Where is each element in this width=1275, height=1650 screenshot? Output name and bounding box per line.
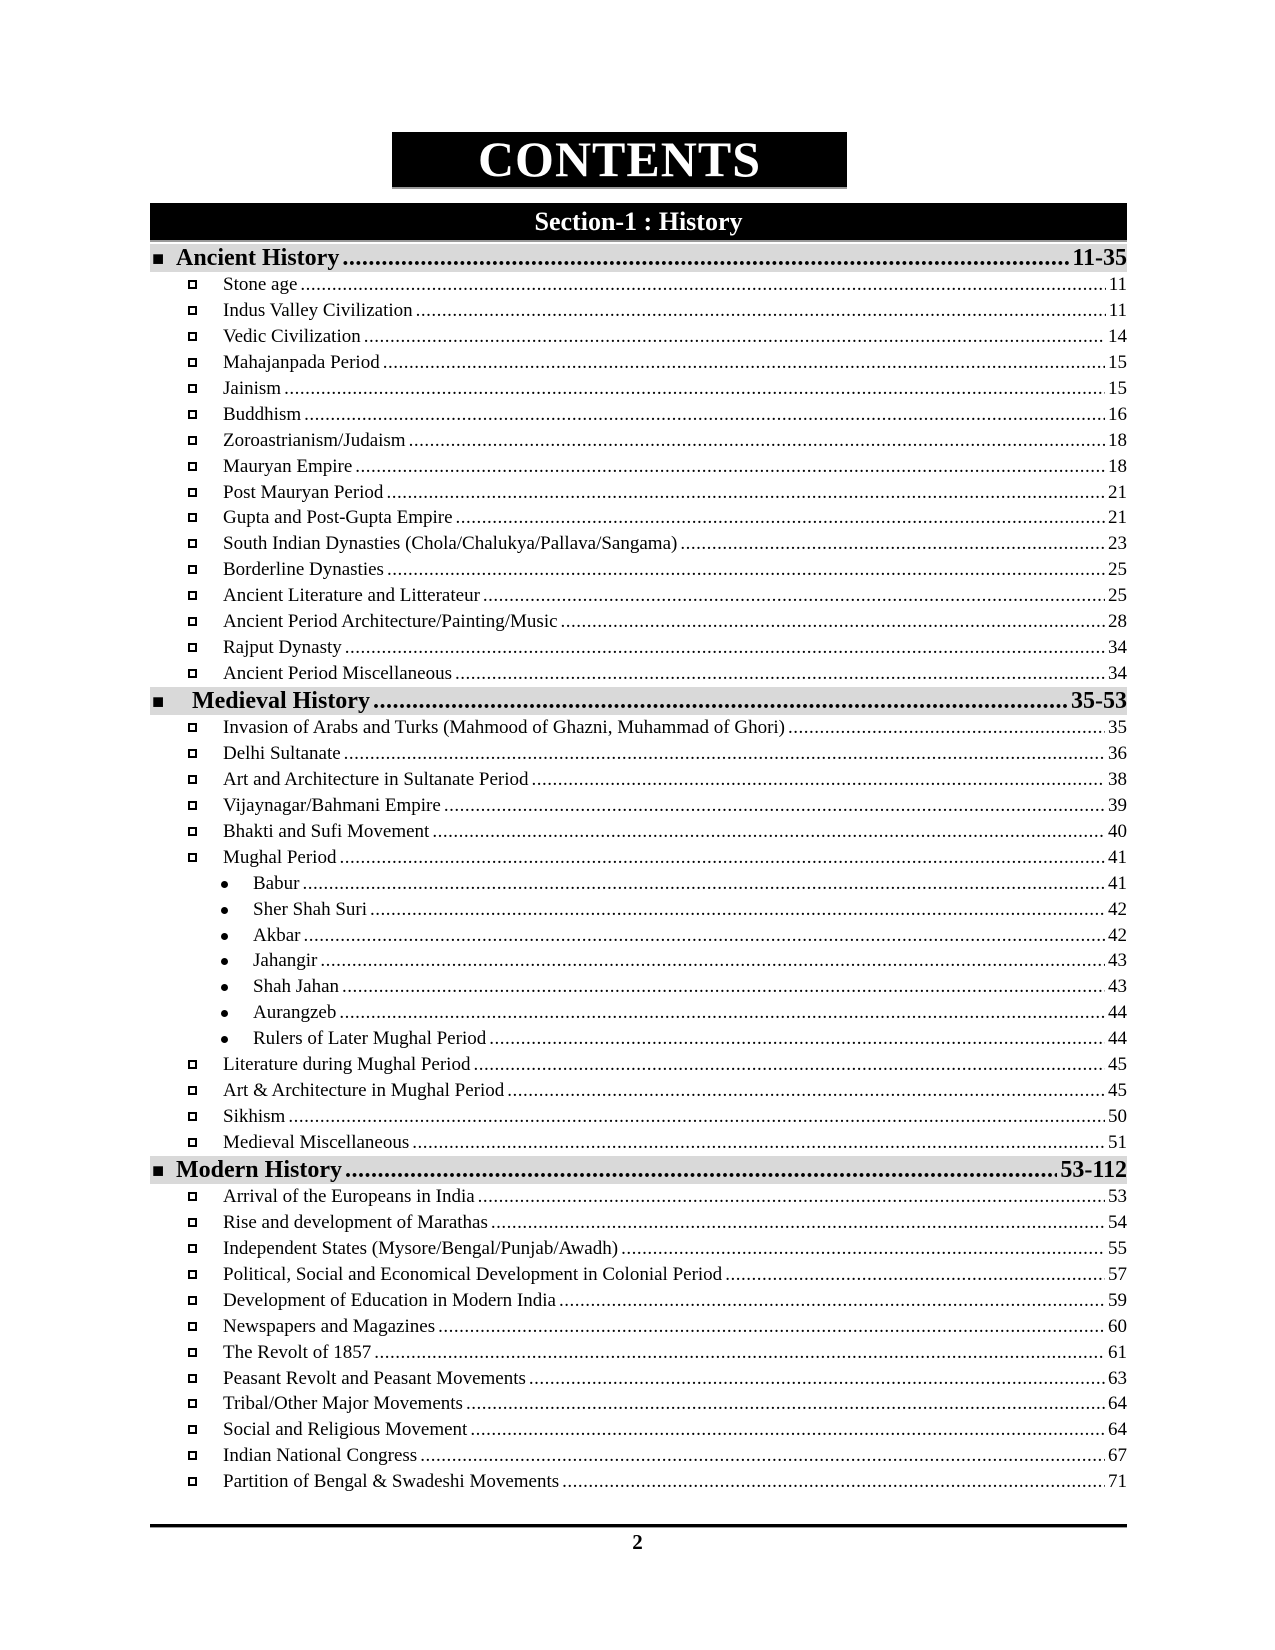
dot-leader [478, 1184, 1105, 1210]
entry-label: Vijaynagar/Bahmani Empire [223, 794, 441, 816]
toc-sub-entry[interactable] [150, 871, 1127, 897]
entry-label: Stone age [223, 274, 298, 295]
entry-label: Delhi Sultanate [223, 742, 341, 764]
toc-entry[interactable] [150, 793, 1127, 819]
toc-sub-entry[interactable] [150, 974, 1127, 1000]
toc-entry[interactable] [150, 1210, 1127, 1236]
toc-heading-modern-history[interactable] [150, 1156, 1127, 1184]
dot-leader [345, 635, 1105, 661]
entry-label: Art and Architecture in Sultanate Period [223, 768, 529, 790]
entry-page-number: 60 [1108, 1315, 1127, 1337]
filled-square-icon: ■ [152, 248, 165, 270]
toc-entry[interactable] [150, 1104, 1127, 1130]
entry-page-number: 44 [1108, 1002, 1127, 1024]
dot-leader [288, 1104, 1105, 1130]
dot-leader [473, 1052, 1105, 1078]
entry-page-number: 41 [1108, 872, 1127, 894]
dot-leader [355, 454, 1105, 480]
dot-leader [470, 1417, 1105, 1443]
dot-leader [320, 948, 1105, 974]
dot-leader [562, 1469, 1105, 1495]
heading-label: Ancient History [176, 245, 340, 271]
dot-leader [344, 741, 1105, 767]
toc-entry[interactable] [150, 1130, 1127, 1156]
dot-leader [342, 974, 1105, 1000]
dot-leader [438, 1314, 1105, 1340]
toc-sub-entry[interactable] [150, 1000, 1127, 1026]
page-number: 2 [632, 1530, 643, 1554]
entry-page-number: 53 [1108, 1185, 1127, 1207]
toc-entry[interactable] [150, 767, 1127, 793]
ancient-history-entries [150, 272, 1127, 687]
entry-page-number: 57 [1108, 1263, 1127, 1285]
entry-page-number: 54 [1108, 1211, 1127, 1233]
entry-page-number: 15 [1108, 377, 1127, 399]
entry-page-number: 25 [1108, 585, 1127, 607]
toc-entry[interactable] [150, 1314, 1127, 1340]
entry-page-number: 34 [1108, 637, 1127, 659]
entry-label: Buddhism [223, 403, 302, 425]
toc-entry[interactable] [150, 1366, 1127, 1392]
toc-entry[interactable] [150, 715, 1127, 741]
toc-entry[interactable] [150, 661, 1127, 687]
dot-leader [561, 609, 1105, 635]
entry-page-number: 25 [1108, 559, 1127, 581]
dot-leader [373, 687, 1068, 715]
entry-label: Sher Shah Suri [253, 898, 367, 920]
dot-leader [559, 1288, 1105, 1314]
entry-page-number: 42 [1108, 898, 1127, 920]
entry-label: Jahangir [253, 950, 318, 972]
dot-leader [345, 1156, 1057, 1184]
dot-leader [387, 557, 1105, 583]
entry-label: Sikhism [223, 1106, 286, 1128]
dot-leader [483, 583, 1105, 609]
dot-leader [409, 428, 1105, 454]
entry-label: Medieval Miscellaneous [223, 1132, 410, 1153]
toc-entry[interactable] [150, 583, 1127, 609]
filled-square-icon: ■ [152, 691, 165, 713]
section-title: Section-1 : History [150, 203, 1127, 242]
toc-entry[interactable] [150, 505, 1127, 531]
heading-label: Modern History [176, 1156, 342, 1183]
entry-label: Political, Social and Economical Development in Colonial Period [223, 1263, 723, 1285]
entry-label: Rajput Dynasty [223, 637, 342, 659]
entry-page-number: 67 [1108, 1445, 1127, 1467]
entry-page-number: 50 [1108, 1106, 1127, 1128]
entry-label: Mahajanpada Period [223, 351, 380, 373]
entry-label: Ancient Period Architecture/Painting/Music [223, 611, 558, 633]
dot-leader [300, 272, 1105, 298]
dot-leader [416, 298, 1106, 324]
entry-label: Borderline Dynasties [223, 559, 384, 581]
dot-leader [491, 1210, 1105, 1236]
entry-label: Aurangzeb [253, 1002, 337, 1024]
entry-label: Newspapers and Magazines [223, 1315, 436, 1337]
dot-leader [466, 1391, 1105, 1417]
entry-label: Indus Valley Civilization [223, 299, 413, 321]
entry-page-number: 23 [1108, 533, 1127, 555]
entry-page-number: 38 [1108, 768, 1127, 790]
dot-leader [444, 793, 1105, 819]
heading-page-range: 53-112 [1060, 1156, 1127, 1183]
entry-page-number: 59 [1108, 1289, 1127, 1311]
heading-page-range: 35-53 [1071, 688, 1127, 714]
toc-entry[interactable] [150, 1078, 1127, 1104]
heading-label: Medieval History [192, 688, 370, 714]
entry-label: Partition of Bengal & Swadeshi Movements [223, 1471, 560, 1493]
entry-page-number: 51 [1108, 1132, 1127, 1153]
toc-entry[interactable] [150, 609, 1127, 635]
entry-page-number: 34 [1108, 663, 1127, 685]
entry-page-number: 21 [1108, 481, 1127, 503]
toc-entry[interactable] [150, 1340, 1127, 1366]
entry-label: Development of Education in Modern India [223, 1289, 556, 1311]
entry-page-number: 42 [1108, 924, 1127, 946]
dot-leader [303, 923, 1105, 949]
entry-page-number: 18 [1108, 429, 1127, 451]
entry-page-number: 11 [1108, 274, 1127, 295]
dot-leader [420, 1443, 1105, 1469]
toc-heading-medieval-history[interactable] [150, 687, 1127, 715]
entry-page-number: 35 [1108, 717, 1127, 738]
dot-leader [680, 531, 1105, 557]
toc-entry[interactable] [150, 324, 1127, 350]
entry-page-number: 45 [1108, 1080, 1127, 1102]
dot-leader [507, 1078, 1105, 1104]
toc-entry[interactable] [150, 298, 1127, 324]
entry-page-number: 14 [1108, 325, 1127, 347]
entry-label: Vedic Civilization [223, 325, 361, 347]
toc-entry[interactable] [150, 1052, 1127, 1078]
entry-label: Shah Jahan [253, 976, 340, 998]
entry-label: Independent States (Mysore/Bengal/Punjab/Awadh) [223, 1237, 619, 1259]
toc-entry[interactable] [150, 1417, 1127, 1443]
dot-leader [304, 402, 1105, 428]
toc-entry[interactable] [150, 272, 1127, 298]
dot-leader [342, 244, 1069, 272]
dot-leader [370, 897, 1105, 923]
dot-leader [621, 1236, 1105, 1262]
dot-leader [412, 1130, 1105, 1156]
medieval-history-entries-after [150, 1052, 1127, 1156]
dot-leader [302, 871, 1105, 897]
footer-divider [150, 1524, 1127, 1528]
dot-leader [455, 661, 1105, 687]
entry-page-number: 43 [1108, 950, 1127, 972]
entry-label: Tribal/Other Major Movements [223, 1393, 463, 1415]
dot-leader [284, 376, 1105, 402]
dot-leader [725, 1262, 1105, 1288]
entry-label: Zoroastrianism/Judaism [223, 429, 406, 451]
dot-leader [489, 1026, 1105, 1052]
contents-title: CONTENTS [392, 132, 847, 189]
entry-label: Social and Religious Movement [223, 1419, 468, 1441]
entry-label: Indian National Congress [223, 1445, 418, 1467]
entry-page-number: 61 [1108, 1341, 1127, 1363]
dot-leader [364, 324, 1105, 350]
entry-page-number: 21 [1108, 507, 1127, 529]
toc-entry[interactable] [150, 819, 1127, 845]
toc-entry[interactable] [150, 741, 1127, 767]
dot-leader [383, 350, 1105, 376]
toc-entry[interactable] [150, 1288, 1127, 1314]
entry-label: Gupta and Post-Gupta Empire [223, 507, 453, 529]
entry-page-number: 28 [1108, 611, 1127, 633]
entry-label: Ancient Literature and Litterateur [223, 585, 480, 607]
entry-page-number: 18 [1108, 455, 1127, 477]
entry-page-number: 45 [1108, 1054, 1127, 1076]
entry-page-number: 11 [1108, 299, 1127, 321]
mughal-rulers-entries [150, 871, 1127, 1053]
entry-label: Akbar [253, 924, 301, 946]
dot-leader [386, 480, 1105, 506]
entry-label: Ancient Period Miscellaneous [223, 663, 453, 685]
toc-entry[interactable] [150, 845, 1127, 871]
entry-label: Rulers of Later Mughal Period [253, 1028, 487, 1050]
entry-label: Arrival of the Europeans in India [223, 1185, 475, 1207]
entry-page-number: 64 [1108, 1393, 1127, 1415]
toc-entry[interactable] [150, 454, 1127, 480]
toc-sub-entry[interactable] [150, 923, 1127, 949]
entry-label: Bhakti and Sufi Movement [223, 820, 430, 842]
toc-sub-entry[interactable] [150, 1026, 1127, 1052]
entry-label: Babur [253, 872, 300, 894]
dot-leader [374, 1340, 1105, 1366]
toc-entry[interactable] [150, 376, 1127, 402]
toc-entry[interactable] [150, 531, 1127, 557]
entry-page-number: 15 [1108, 351, 1127, 373]
toc-entry[interactable] [150, 350, 1127, 376]
entry-label: The Revolt of 1857 [223, 1341, 372, 1363]
entry-page-number: 44 [1108, 1028, 1127, 1050]
toc-entry[interactable] [150, 428, 1127, 454]
toc-entry[interactable] [150, 1184, 1127, 1210]
toc-entry[interactable] [150, 1391, 1127, 1417]
toc-entry[interactable] [150, 1236, 1127, 1262]
toc-heading-ancient-history[interactable] [150, 244, 1127, 272]
entry-page-number: 64 [1108, 1419, 1127, 1441]
entry-label: Jainism [223, 377, 282, 399]
entry-page-number: 41 [1108, 846, 1127, 868]
entry-page-number: 63 [1108, 1367, 1127, 1389]
entry-label: Post Mauryan Period [223, 481, 384, 503]
entry-page-number: 40 [1108, 820, 1127, 842]
entry-page-number: 36 [1108, 742, 1127, 764]
entry-page-number: 55 [1108, 1237, 1127, 1259]
toc-entry[interactable] [150, 1262, 1127, 1288]
toc-sub-entry[interactable] [150, 948, 1127, 974]
entry-label: Art & Architecture in Mughal Period [223, 1080, 505, 1102]
entry-label: South Indian Dynasties (Chola/Chalukya/Pallava/Sangama) [223, 533, 678, 555]
dot-leader [788, 715, 1105, 741]
toc-entry[interactable] [150, 1469, 1127, 1495]
entry-label: Rise and development of Marathas [223, 1211, 488, 1233]
heading-page-range: 11-35 [1072, 245, 1127, 271]
entry-page-number: 16 [1108, 403, 1127, 425]
entry-page-number: 39 [1108, 794, 1127, 816]
filled-square-icon: ■ [152, 1159, 165, 1182]
entry-page-number: 71 [1108, 1471, 1127, 1493]
toc-sub-entry[interactable] [150, 897, 1127, 923]
dot-leader [456, 505, 1105, 531]
entry-page-number: 43 [1108, 976, 1127, 998]
entry-label: Mauryan Empire [223, 455, 353, 477]
entry-label: Peasant Revolt and Peasant Movements [223, 1367, 526, 1389]
entry-label: Invasion of Arabs and Turks (Mahmood of Ghazni, Muhammad of Ghori) [223, 717, 786, 738]
dot-leader [339, 1000, 1105, 1026]
entry-label: Mughal Period [223, 846, 337, 868]
dot-leader [432, 819, 1105, 845]
table-of-contents [150, 244, 1127, 1495]
toc-entry[interactable] [150, 1443, 1127, 1469]
modern-history-entries [150, 1184, 1127, 1495]
toc-entry[interactable] [150, 557, 1127, 583]
toc-entry[interactable] [150, 402, 1127, 428]
medieval-history-entries [150, 715, 1127, 871]
dot-leader [529, 1366, 1105, 1392]
toc-entry[interactable] [150, 480, 1127, 506]
dot-leader [339, 845, 1105, 871]
entry-label: Literature during Mughal Period [223, 1054, 471, 1076]
toc-entry[interactable] [150, 635, 1127, 661]
dot-leader [532, 767, 1106, 793]
